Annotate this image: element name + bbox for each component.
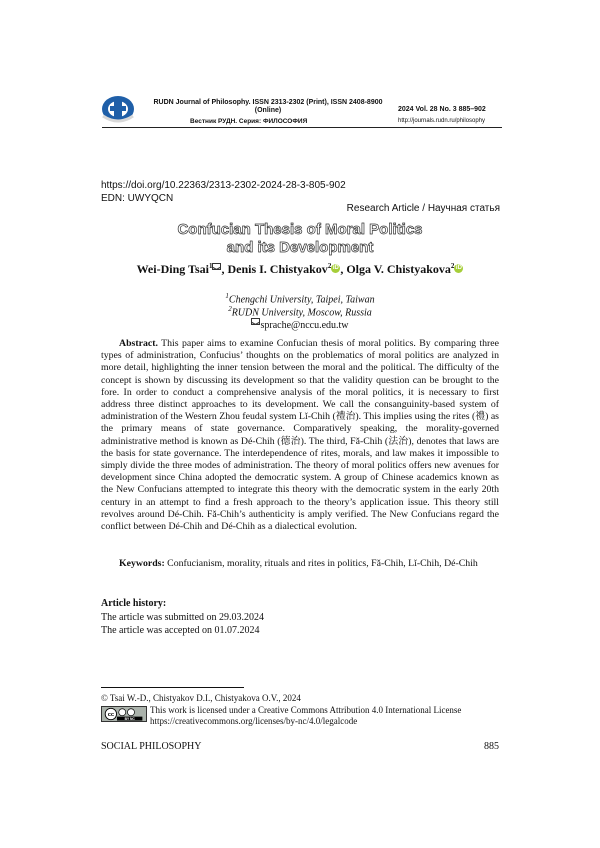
cc-license-badge-icon[interactable] <box>101 706 147 722</box>
article-type-label: Research Article / Научная статья <box>346 203 500 214</box>
page-number: 885 <box>484 741 499 752</box>
vestnik-title: Вестник РУДН. Серия: ФИЛОСОФИЯ <box>190 118 308 125</box>
orcid-icon[interactable]: iD <box>332 265 339 271</box>
affiliation-1 <box>0 292 600 305</box>
copyright-notice: © Tsai W.-D., Chistyakov D.I., Chistyakova O.V., 2024 <box>101 693 301 703</box>
header-divider <box>102 127 502 128</box>
author-name: Denis I. Chistyakov <box>227 262 328 276</box>
author-separator: , <box>340 262 347 276</box>
abstract <box>101 338 499 533</box>
orcid-icon[interactable]: iD <box>455 265 462 271</box>
email-link[interactable]: sprache@nccu.edu.tw <box>260 320 349 331</box>
edn-code: EDN: UWYQCN <box>101 193 174 204</box>
affiliation-2 <box>0 305 600 318</box>
license-url-link[interactable]: https://creativecommons.org/licenses/by-nc/4.0/legalcode <box>150 716 358 726</box>
issue-info: 2024 Vol. 28 No. 3 885–902 <box>398 106 486 113</box>
affiliation-marker: 1 <box>225 292 229 300</box>
rudn-logo-icon <box>100 94 136 124</box>
footnote-divider <box>101 687 244 688</box>
abstract-text: This paper aims to examine Confucian thesis of moral politics. By comparing three types of administration, Confucius’ thoughts on the problematics of moral politics are analyzed in more detail, highlighting the inner tension between the moral and the political. The difficulty of the concept is shown by discussing its development so that the validity question can be brought to the fore. In order to conduct a comprehensive analysis of the moral politics, it is necessary to first address three distinct approaches to its development. We call the consanguinity-based system of administration of the Western Zhou feudal system Lǐ-Chih (禮治). This implies using the rites (禮) as the primary means of state governance. Comparatively speaking, the morality-governed administrative method is known as Dé-Chih (德治). The third, Fǎ-Chih (法治), denotes that laws are the basis for state governance. The interdependence of rites, morals, and law makes it impossible to simply divide the three modes of administration. The theory of moral politics offers new avenues for development since China adopted the democratic system. A group of Chinese academics known as the New Confucians attempted to integrate this theory with the democratic system in the early 20th century in an attempt to find a fresh approach to the theory’s application issue. This theory still revolves around Dé-Chih. Fǎ-Chih’s authenticity is amply verified. The New Confucians regard the conflict between Dé-Chih and Dé-Chih as a dialectical evolution. <box>101 338 499 533</box>
history-submitted: The article was submitted on 29.03.2024 <box>101 612 265 623</box>
license-text: This work is licensed under a Creative Commons Attribution 4.0 International License <box>150 705 462 715</box>
author-list <box>0 262 600 277</box>
affiliation-marker: 2 <box>327 262 332 270</box>
title-line-2: and its Development <box>226 239 374 256</box>
section-footer: SOCIAL PHILOSOPHY <box>101 741 202 752</box>
affiliation-marker: 2 <box>228 305 232 313</box>
affiliation-marker: 1 <box>208 262 213 270</box>
author-name: Olga V. Chistyakova <box>346 262 451 276</box>
history-title: Article history: <box>101 598 167 609</box>
history-accepted: The article was accepted on 01.07.2024 <box>101 625 260 636</box>
cc-badge-text: cc <box>107 712 115 719</box>
article-title <box>0 221 600 257</box>
journal-url-link[interactable]: http://journals.rudn.ru/philosophy <box>398 118 486 124</box>
keywords-text: Confucianism, morality, rituals and rites in politics, Fǎ-Chih, Lǐ-Chih, Dé-Chih <box>164 558 478 569</box>
title-line-1: Confucian Thesis of Moral Politics <box>177 221 423 238</box>
author-name: Wei-Ding Tsai <box>136 262 209 276</box>
affiliation-text: RUDN University, Moscow, Russia <box>231 307 372 319</box>
keywords <box>101 558 499 570</box>
envelope-icon[interactable] <box>212 263 221 270</box>
affiliation-marker: 2 <box>450 262 455 270</box>
keywords-label: Keywords: <box>119 558 165 569</box>
abstract-label: Abstract. <box>119 338 158 349</box>
doi-link[interactable]: https://doi.org/10.22363/2313-2302-2024-28-3-805-902 <box>101 180 346 191</box>
envelope-icon <box>251 318 260 325</box>
contact-email <box>0 318 600 331</box>
affiliation-text: Chengchi University, Taipei, Taiwan <box>228 294 375 306</box>
cc-badge-terms: BY NC <box>124 716 135 721</box>
journal-issn-line: RUDN Journal of Philosophy. ISSN 2313-2302 (Print), ISSN 2408-8900 <box>153 99 383 106</box>
journal-online-label: (Online) <box>254 107 282 114</box>
author-separator: , <box>221 262 228 276</box>
